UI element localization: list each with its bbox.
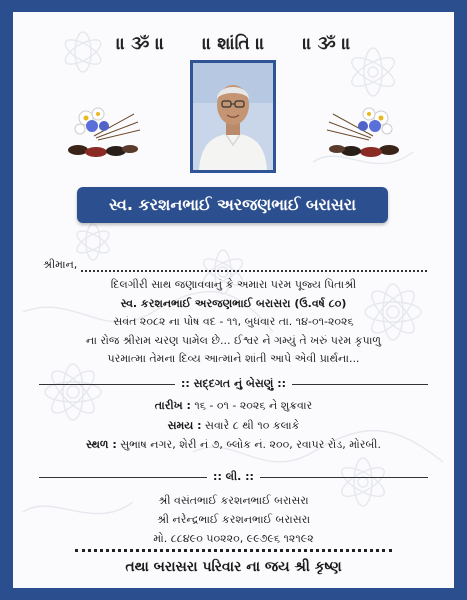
time-label: સમય : xyxy=(167,418,202,432)
invocation-row xyxy=(13,34,454,54)
signatories-heading-label: :: લી. :: xyxy=(213,470,254,483)
announcement-line-5: પરમાત્મા તેમના દિવ્ય આત્માને શાંતી આપે એવી પ્રાર્થના... xyxy=(107,352,360,365)
condolence-card xyxy=(13,12,454,588)
besanu-time-row xyxy=(33,416,434,436)
portrait-image xyxy=(193,63,273,170)
besanu-date-row xyxy=(33,396,434,416)
besanu-heading xyxy=(39,377,428,391)
deceased-portrait xyxy=(190,60,276,173)
om-invocation-right: ॥ ૐ ॥ xyxy=(302,34,351,54)
deceased-name-banner xyxy=(77,187,388,223)
divider-left xyxy=(39,384,175,385)
om-invocation-left: ॥ ૐ ॥ xyxy=(116,34,165,54)
announcement-line-1: દિલગીરી સાથ જણાવવાનું કે અમારા પરમ પૂજ્ય પિતાશ્રી xyxy=(110,278,357,291)
flower-offering-icon-left xyxy=(64,96,144,162)
announcement-line-2: સ્વ. કરશનભાઈ અરજણભાઈ બરાસરા (ઉ.વર્ષ ૮૦) xyxy=(120,296,347,310)
date-label: તારીખ : xyxy=(154,399,191,412)
signatory-name-2: શ્રી નરેન્દ્રભાઈ કરશનભાઈ બરાસરા xyxy=(156,513,311,526)
divider-right xyxy=(292,384,428,385)
family-greeting-footer: તથા બરાસરા પરિવાર ના જય શ્રી કૃષ્ણ xyxy=(125,559,342,575)
divider-right xyxy=(260,477,428,478)
salutation-dotted-line xyxy=(81,262,427,272)
salutation: શ્રીમાન, xyxy=(43,258,78,271)
deceased-name: સ્વ. કરશનભાઈ અરજણભાઈ બરાસરા xyxy=(108,195,357,214)
besanu-details xyxy=(33,396,434,455)
signatory-phones: મો. ૮૮૪૯૦ ૫૦૨૨૦, ૯૯૭૯૬ ૧૨૧૯૨ xyxy=(153,532,314,545)
signatories-list xyxy=(33,491,434,548)
announcement-text xyxy=(33,276,434,369)
signatories-heading xyxy=(39,470,428,484)
besanu-heading-label: :: સદ્દગત નું બેસણું :: xyxy=(181,377,286,390)
place-label: સ્થળ : xyxy=(86,438,117,451)
divider-left xyxy=(39,477,207,478)
signatory-name-1: શ્રી વસંતભાઈ કરશનભાઈ બરાસરા xyxy=(158,494,309,507)
announcement-line-3: સવંત ૨૦૮૨ ના પોષ વદ - ૧૧, બુધવાર તા. ૧૪-૦૧-૨૦૨૬ xyxy=(113,315,354,328)
footer-dotted-divider xyxy=(75,549,392,552)
shanti-invocation: ॥ શાંતિ ॥ xyxy=(202,34,265,54)
date-value: ૧૬ - ૦૧ - ૨૦૨૬ ને શુક્રવાર xyxy=(194,399,313,412)
salutation-row xyxy=(43,258,427,272)
time-value: સવારે ૮ થી ૧૦ કલાકે xyxy=(205,418,300,432)
flower-offering-icon-right xyxy=(323,96,403,162)
place-value: સુભાષ નગર, શેરી નં ૭, બ્લોક નં. ૨૦૦, રવાપર રોડ, મોરબી. xyxy=(120,438,381,451)
announcement-line-4: ના રોજ શ્રીરામ ચરણ પામેલ છે... ઈશ્વર ને ગમ્યું તે ખરું પરમ કૃપાળુ xyxy=(86,333,381,347)
besanu-place-row xyxy=(33,435,434,455)
